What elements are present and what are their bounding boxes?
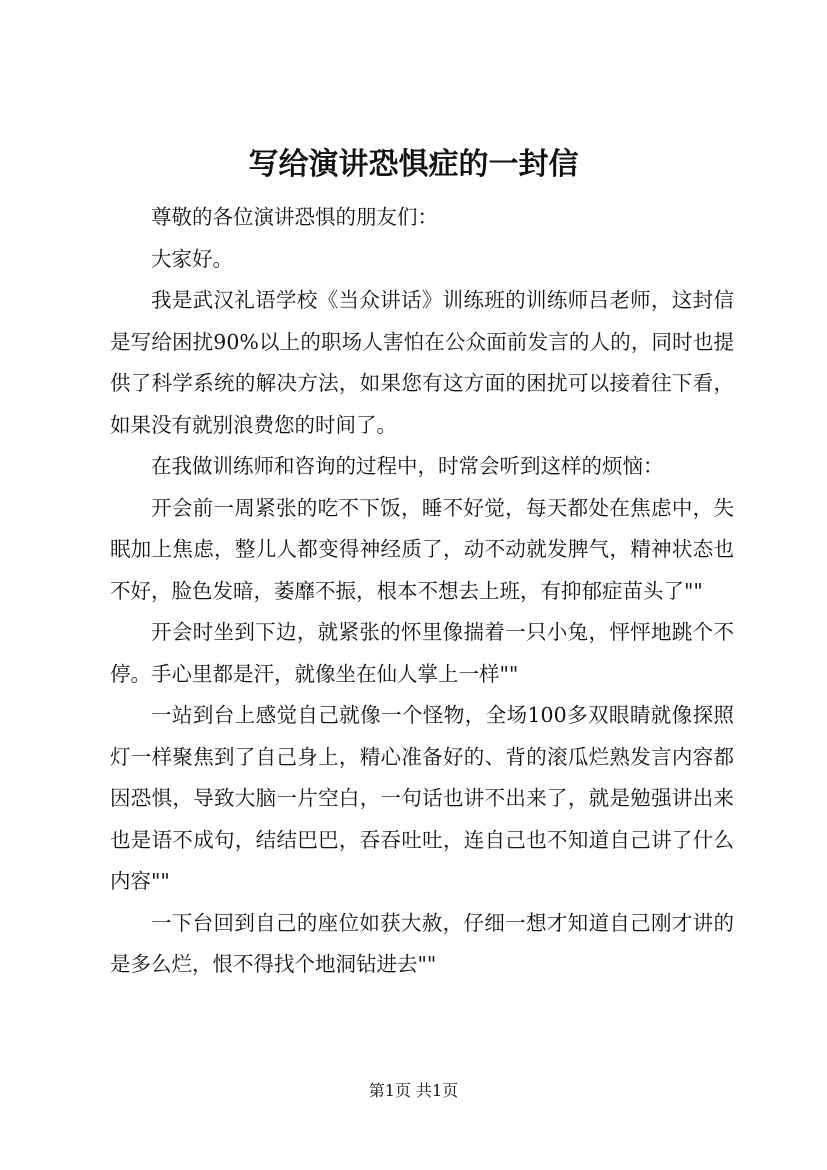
paragraph-after-speech: 一下台回到自己的座位如获大赦，仔细一想才知道自己刚才讲的是多么烂，恨不得找个地洞钻进去"" — [110, 910, 734, 976]
document-title: 写给演讲恐惧症的一封信 — [248, 147, 579, 182]
page-footer: 第1页 共1页 — [368, 1081, 459, 1100]
paragraph-salutation: 尊敬的各位演讲恐惧的朋友们： — [151, 205, 438, 229]
paragraph-during-meeting: 开会时坐到下边，就紧张的怀里像揣着一只小兔，怦怦地跳个不停。手心里都是汗，就像坐在仙人掌上一样"" — [110, 620, 734, 686]
paragraph-lead-in: 在我做训练师和咨询的过程中，时常会听到这样的烦恼： — [151, 454, 664, 478]
paragraph-on-stage: 一站到台上感觉自己就像一个怪物，全场100多双眼睛就像探照灯一样聚焦到了自己身上，精心准备好的、背的滚瓜烂熟发言内容都因恐惧，导致大脑一片空白，一句话也讲不出来了，就是勉强讲出来也是语不成句，结结巴巴，吞吞吐吐，连自己也不知道自己讲了什么内容"" — [110, 703, 734, 893]
document-body — [110, 197, 734, 986]
paragraph-greeting: 大家好。 — [151, 246, 233, 271]
paragraph-intro: 我是武汉礼语学校《当众讲话》训练班的训练师吕老师，这封信是写给困扰90%以上的职场人害怕在公众面前发言的人的，同时也提供了科学系统的解决方法，如果您有这方面的困扰可以接着往下看，如果没有就别浪费您的时间了。 — [110, 288, 734, 437]
paragraph-before-meeting: 开会前一周紧张的吃不下饭，睡不好觉，每天都处在焦虑中，失眠加上焦虑，整儿人都变得神经质了，动不动就发脾气，精神状态也不好，脸色发暗，萎靡不振，根本不想去上班，有抑郁症苗头了"" — [110, 495, 734, 603]
